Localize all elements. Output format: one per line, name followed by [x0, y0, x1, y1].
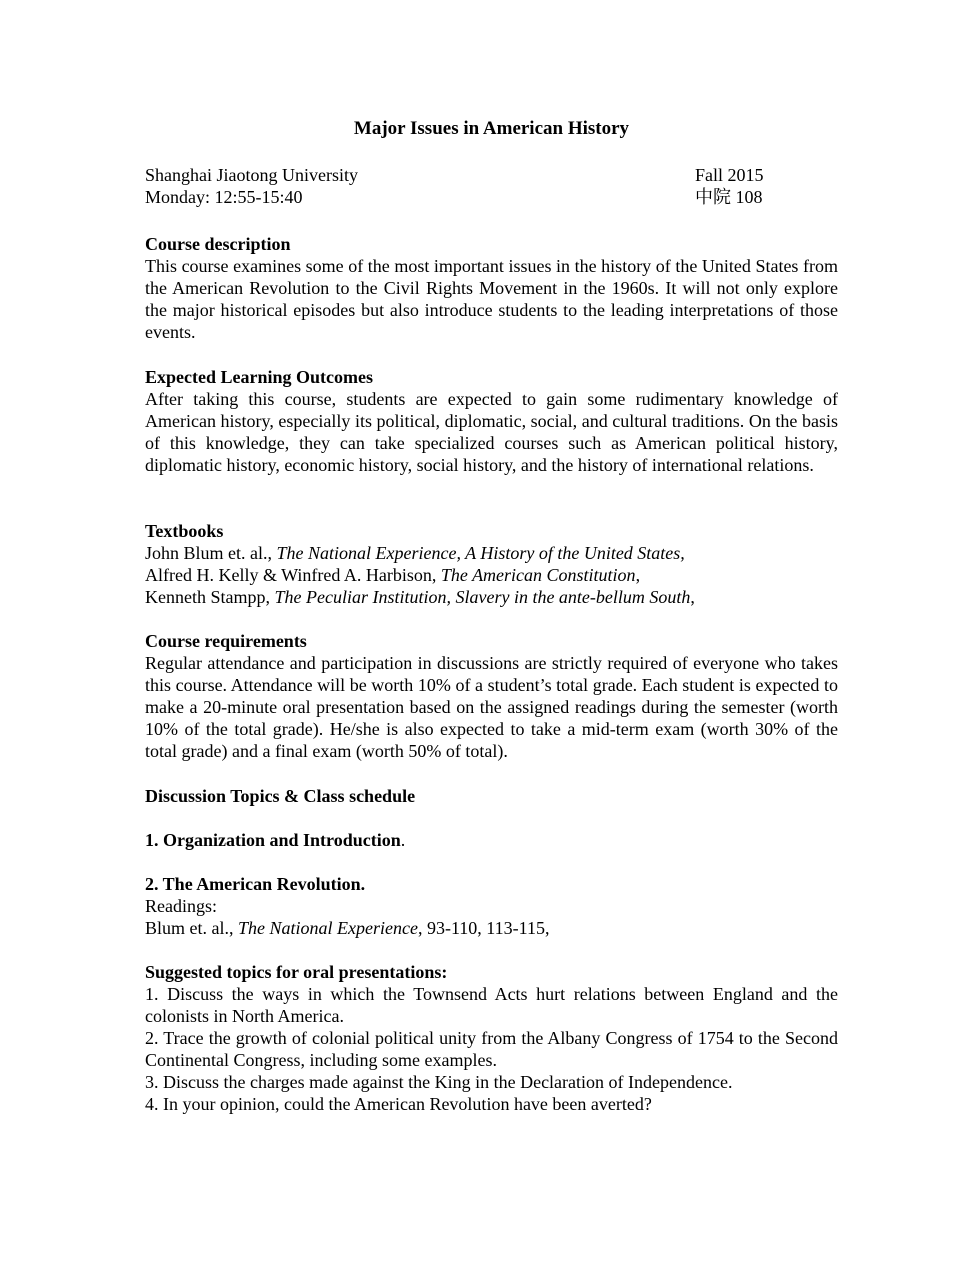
- course-info-row-1: [145, 164, 838, 186]
- oral-topics-heading: Suggested topics for oral presentations:: [145, 962, 448, 982]
- university-name: Shanghai Jiaotong University: [145, 165, 358, 185]
- oral-topic-item: 3. Discuss the charges made against the King in the Declaration of Independence.: [145, 1072, 733, 1092]
- page-title: Major Issues in American History: [353, 118, 630, 139]
- course-requirements-heading: Course requirements: [145, 631, 307, 651]
- course-description-heading: Course description: [145, 234, 291, 254]
- reading-item: Blum et. al., The National Experience, 93-110, 113-115,: [145, 918, 550, 938]
- course-description-text: This course examines some of the most important issues in the history of the United States from the American Revolution to the Civil Rights Movement in the 1960s. It will not only explore the major historical episodes but also introduce students to the leading interpretations of those events.: [145, 256, 838, 342]
- learning-outcomes-text: After taking this course, students are expected to gain some rudimentary knowledge of American history, especially its political, diplomatic, social, and cultural traditions. On the basis of this knowledge, they can take specialized courses such as American political history, diplomatic history, economic history, social history, and the history of international relations.: [145, 389, 838, 475]
- textbook-item: Alfred H. Kelly & Winfred A. Harbison, The American Constitution,: [145, 565, 641, 585]
- oral-topic-item: 4. In your opinion, could the American Revolution have been averted?: [145, 1094, 652, 1114]
- oral-topic-item: 2. Trace the growth of colonial political unity from the Albany Congress of 1754 to the Second Continental Congress, including some examples.: [145, 1028, 838, 1070]
- course-requirements-text: Regular attendance and participation in discussions are strictly required of everyone who takes this course. Attendance will be worth 10% of a student’s total grade. Each student is expected to make a 20-minute oral presentation based on the assigned readings during the semester (worth 10% of the total grade). He/she is also expected to take a mid-term exam (worth 30% of the total grade) and a final exam (worth 50% of total).: [145, 653, 838, 761]
- course-info-row-2: [145, 186, 838, 208]
- textbook-item: Kenneth Stampp, The Peculiar Institution, Slavery in the ante-bellum South,: [145, 587, 695, 607]
- textbooks-section: [145, 520, 838, 608]
- textbook-item: John Blum et. al., The National Experience, A History of the United States,: [145, 543, 685, 563]
- classroom-label: 中院 108: [695, 187, 763, 207]
- topic-1: 1. Organization and Introduction.: [145, 830, 406, 850]
- topic-1-title: 1. Organization and Introduction: [145, 830, 401, 850]
- learning-outcomes-heading: Expected Learning Outcomes: [145, 367, 373, 387]
- course-requirements-section: [145, 630, 838, 762]
- textbooks-heading: Textbooks: [145, 521, 224, 541]
- term-label: Fall 2015: [695, 165, 764, 185]
- learning-outcomes-section: [145, 366, 838, 476]
- topic-2: [145, 873, 838, 939]
- oral-topic-item: 1. Discuss the ways in which the Townsend Acts hurt relations between England and the colonists in North America.: [145, 984, 838, 1026]
- course-description-section: [145, 233, 838, 343]
- discussion-schedule-section: [145, 785, 838, 807]
- readings-label: Readings:: [145, 896, 217, 916]
- class-schedule: Monday: 12:55-15:40: [145, 187, 303, 207]
- topic-2-title: 2. The American Revolution.: [145, 874, 366, 894]
- discussion-schedule-heading: Discussion Topics & Class schedule: [145, 786, 416, 806]
- oral-topics-section: [145, 961, 838, 1115]
